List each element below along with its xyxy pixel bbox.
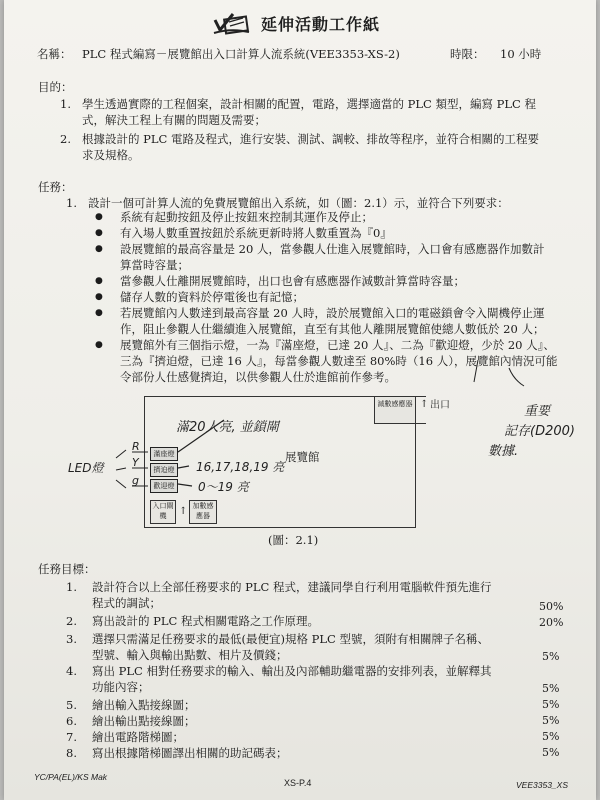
score-percent: 5% bbox=[542, 650, 560, 663]
score-percent: 20% bbox=[539, 616, 564, 629]
score-percent: 5% bbox=[542, 714, 560, 727]
list-item-text: 程式的調試； bbox=[92, 596, 161, 610]
bullet-icon: ● bbox=[95, 212, 103, 222]
list-item-text: 學生透過實際的工程個案，設計相關的配置，電路，選擇適當的 PLC 類型，編寫 PLC 程 bbox=[82, 97, 536, 111]
exit-arrow-icon: ↑ bbox=[420, 399, 429, 410]
bullet-icon: ● bbox=[95, 292, 103, 302]
entry-sensor-label: 加數感應器 bbox=[192, 502, 214, 520]
list-item-text: 寫出設計的 PLC 程式相關電路之工作原理。 bbox=[92, 614, 319, 628]
list-item-text: 三為『擠迫燈，已達 16 人』，每當參觀人數達至 80%時（16 人），展覽館內情況可能 bbox=[120, 354, 558, 368]
page-title: 延伸活動工作紙 bbox=[261, 15, 381, 34]
list-item-text: 寫出根據階梯圖譯出相關的助記碼表； bbox=[92, 746, 288, 760]
figure-caption: (圖：2.1) bbox=[268, 533, 319, 547]
list-item-text: 設計符合以上全部任務要求的 PLC 程式，建議同學自行利用電腦軟件預先進行 bbox=[92, 580, 492, 594]
list-item-number: 7. bbox=[66, 730, 77, 744]
handwritten-important: 重要 bbox=[524, 404, 551, 419]
bullet-icon: ● bbox=[95, 244, 103, 254]
time-value: 10 小時 bbox=[500, 47, 542, 61]
list-item-text: 根據設計的 PLC 電路及程式，進行安裝、測試、調較、排故等程序，並符合相關的工程要 bbox=[82, 132, 539, 146]
exit-label: 出口 bbox=[430, 400, 450, 411]
list-item-text: 求及規格。 bbox=[82, 148, 140, 162]
list-item-text: 繪出輸入點接線圖； bbox=[92, 698, 196, 712]
handwritten-g: g bbox=[132, 474, 139, 487]
list-item-number: 8. bbox=[66, 746, 77, 760]
list-item-number: 2. bbox=[66, 614, 77, 628]
handwritten-led-label: LED燈 bbox=[68, 461, 104, 475]
bullet-icon: ● bbox=[95, 308, 103, 318]
list-item-number: 4. bbox=[66, 664, 77, 678]
list-item-text: 系統有起動按鈕及停止按鈕來控制其運作及停止； bbox=[120, 210, 373, 224]
crowded-lamp: 擠迫燈 bbox=[150, 463, 178, 477]
score-percent: 5% bbox=[542, 746, 560, 759]
handwritten-r: R bbox=[132, 440, 140, 453]
name-label: 名稱： bbox=[37, 47, 72, 61]
bullet-icon: ● bbox=[95, 340, 103, 350]
list-item-number: 6. bbox=[66, 714, 77, 728]
entry-gate-label: 入口閘機 bbox=[152, 502, 174, 520]
list-item-text: 儲存人數的資料於停電後也有記憶； bbox=[120, 290, 304, 304]
footer-page: XS-P.4 bbox=[284, 778, 312, 788]
handwritten-y: Y bbox=[132, 456, 139, 469]
handwritten-note-crowded: 16,17,18,19 亮 bbox=[196, 460, 285, 474]
list-item-text: 型號、輸入與輸出點數、相片及價錢； bbox=[92, 648, 288, 662]
worksheet-page bbox=[4, 0, 596, 800]
full-lamp: 滿座燈 bbox=[150, 447, 178, 461]
list-item-text: 寫出 PLC 相對任務要求的輸入、輸出及內部輔助繼電器的安排列表，並解釋其 bbox=[92, 664, 492, 678]
name-value: PLC 程式編寫－展覽館出入口計算人流系統(VEE3353-XS-2) bbox=[82, 47, 400, 61]
footer-code: VEE3353_XS bbox=[516, 780, 568, 790]
list-item-text: 展覽館外有三個指示燈，一為『滿座燈，已達 20 人』、二為『歡迎燈，少於 20 人』、 bbox=[120, 338, 555, 352]
bullet-icon: ● bbox=[95, 276, 103, 286]
list-item-text: 繪出輸出點接線圖； bbox=[92, 714, 196, 728]
list-item-text: 繪出電路階梯圖； bbox=[92, 730, 184, 744]
welcome-lamp: 歡迎燈 bbox=[150, 479, 178, 493]
list-item-text: 作，阻止參觀人仕繼續進入展覽館，直至有其他人離開展覽館使總人數低於 20 人； bbox=[120, 322, 545, 336]
hall-label: 展覽館 bbox=[285, 450, 320, 464]
list-item-text: 設展覽館的最高容量是 20 人，當參觀人仕進入展覽館時，入口會有感應器作加數計 bbox=[120, 242, 545, 256]
list-item-text: 若展覽館內人數達到最高容量 20 人時，設於展覽館入口的電磁鎖會令入閘機停止運 bbox=[120, 306, 545, 320]
list-item-text: 算當時容量； bbox=[120, 258, 189, 272]
entry-arrow-icon: ↑ bbox=[179, 506, 188, 517]
handwritten-arrows bbox=[4, 0, 600, 560]
list-item-text: 當參觀人仕離開展覽館時，出口也會有感應器作減數計算當時容量； bbox=[120, 274, 465, 288]
task-intro: 設計一個可計算人流的免費展覽館出入系統，如（圖：2.1）示，並符合下列要求： bbox=[88, 196, 509, 210]
handwritten-memory: 記存(D200) bbox=[504, 424, 575, 439]
footer-author: YC/PA(EL)/KS Mak bbox=[34, 772, 108, 782]
task-heading: 任務： bbox=[38, 180, 73, 194]
score-percent: 5% bbox=[542, 682, 560, 695]
exit-sensor-label: 減數感應器 bbox=[377, 400, 413, 408]
handwritten-data: 數據. bbox=[488, 444, 519, 459]
time-label: 時限： bbox=[450, 47, 485, 61]
list-item-text: 令部份人仕感覺擠迫，以供參觀人仕於進館前作參考。 bbox=[120, 370, 396, 384]
list-item-text: 功能內容； bbox=[92, 680, 150, 694]
score-percent: 5% bbox=[542, 698, 560, 711]
task-number: 1. bbox=[66, 196, 77, 210]
handwritten-note-welcome: 0～19 亮 bbox=[198, 480, 249, 494]
list-item-number: 3. bbox=[66, 632, 77, 646]
handwritten-note-full: 滿20人亮, 並鎖閘 bbox=[176, 420, 279, 435]
list-item-text: 有入場人數重置按鈕於系統更新時將人數重置為『0』 bbox=[120, 226, 392, 240]
score-percent: 5% bbox=[542, 730, 560, 743]
purpose-heading: 目的： bbox=[38, 80, 73, 94]
list-item-number: 1. bbox=[60, 97, 71, 111]
targets-heading: 任務目標： bbox=[38, 562, 96, 576]
list-item-number: 1. bbox=[66, 580, 77, 594]
list-item-text: 式，解決工程上有關的問題及需要； bbox=[82, 113, 266, 127]
list-item-number: 5. bbox=[66, 698, 77, 712]
list-item-text: 選擇只需滿足任務要求的最低(最便宜)規格 PLC 型號，須附有相關牌子名稱、 bbox=[92, 632, 489, 646]
list-item-number: 2. bbox=[60, 132, 71, 146]
bullet-icon: ● bbox=[95, 228, 103, 238]
score-percent: 50% bbox=[539, 600, 564, 613]
